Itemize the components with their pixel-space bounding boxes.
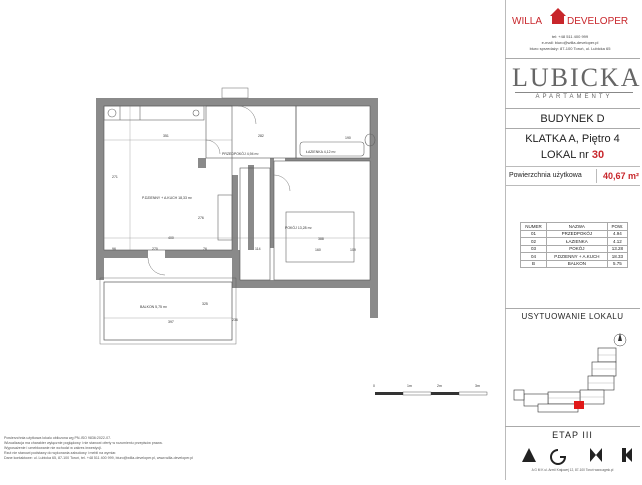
usable-area-value: 40,67 m²	[603, 171, 640, 181]
phase-label: ETAP III	[552, 430, 593, 440]
building-label: BUDYNEK D	[540, 113, 605, 125]
table-row	[521, 260, 628, 268]
unit-number-label: LOKAL nr	[540, 149, 589, 161]
dim-351: 351	[163, 134, 169, 138]
divider	[596, 169, 597, 183]
dim-400: 400	[168, 236, 174, 240]
scale-label-3m: 3m	[475, 384, 480, 388]
location-title: USYTUOWANIE LOKALU	[521, 312, 624, 321]
cell: 4.94	[607, 230, 627, 238]
cell: 13.28	[607, 245, 627, 253]
cell: 02	[521, 238, 547, 246]
unit-number-row	[505, 149, 640, 161]
scale-bar	[375, 392, 487, 395]
divider	[505, 128, 640, 129]
logo-text-willa: WILLA	[512, 16, 543, 27]
dim-325: 325	[202, 302, 208, 306]
north-arrow-icon	[614, 333, 626, 346]
footer-line: Wizualizacja ma charakter wyłącznie poglądowy i nie stanowi oferty w rozumieniu przepisów prawa.	[4, 441, 163, 445]
dim-96: 96	[112, 247, 116, 251]
cell: 18.33	[607, 253, 627, 261]
project-name: LUBICKA	[512, 63, 642, 92]
cell: 5.75	[607, 260, 627, 268]
willa-developer-logo	[510, 6, 629, 30]
divider	[505, 308, 640, 309]
dim-271: 271	[112, 175, 118, 179]
sofa	[218, 195, 232, 240]
cell: 01	[521, 230, 547, 238]
contact-line: tel: +48 511 400 999	[551, 34, 589, 39]
table-row	[521, 253, 628, 261]
dim-388: 388	[318, 237, 324, 241]
architect-address: A G M K ul. Armii Krajowej 12, 87-100 Toruń www.agmk.pl	[531, 468, 614, 472]
entrance-mat	[222, 88, 248, 98]
stair-floor-label: KLATKA A, Piętro 4	[525, 133, 620, 145]
label-przedpokoj: PRZEDPOKÓJ 4,94 m²	[222, 152, 259, 156]
table-header-row	[521, 223, 628, 231]
footer-line: Rzut nie stanowi podstawy do wykonania zabudowy i mebli na wymiar.	[4, 451, 117, 455]
unit-number: 30	[591, 149, 605, 161]
architect-logo	[520, 446, 635, 466]
cell: POKÓJ	[546, 245, 607, 253]
divider	[505, 426, 640, 427]
logo-text-developer: DEVELOPER	[567, 16, 629, 27]
dim-270: 270	[152, 247, 158, 251]
usable-area-label: Powierzchnia użytkowa	[509, 172, 582, 179]
divider	[505, 58, 640, 59]
dim-282: 282	[258, 134, 264, 138]
dim-236: 236	[232, 318, 238, 322]
dim-76: 76	[203, 247, 207, 251]
scale-label-2m: 2m	[437, 384, 442, 388]
footer-notes	[4, 436, 504, 461]
col-header: NUMER	[521, 223, 547, 231]
cell: 03	[521, 245, 547, 253]
project-subtitle: APARTAMENTY	[515, 92, 633, 100]
cell: BALKON	[546, 260, 607, 268]
table-row	[521, 238, 628, 246]
usable-area-row	[505, 166, 640, 186]
dim-190: 190	[345, 136, 351, 140]
dim-109: 109	[350, 248, 356, 252]
footer-line: Dane kontaktowe: ul. Lubicka 65, 87-100 Toruń, tel. +48 511 400 999, biuro@willa-developer.pl, www.willa-developer.pl	[4, 456, 194, 460]
cell: PRZEDPOKÓJ	[546, 230, 607, 238]
dim-276: 276	[198, 216, 204, 220]
developer-contact	[505, 34, 635, 52]
cell: 04	[521, 253, 547, 261]
contact-line: biuro sprzedaży: 87-100 Toruń, ul. Lubicka 65	[529, 46, 611, 51]
cell: ŁAZIENKA	[546, 238, 607, 246]
table-row	[521, 230, 628, 238]
unit-location-highlight	[574, 401, 584, 409]
divider	[505, 108, 640, 109]
cell: B	[521, 260, 547, 268]
scale-label-1m: 1m	[407, 384, 412, 388]
cell: 4.12	[607, 238, 627, 246]
footer-line: Wyposażenie i umeblowanie nie wchodzi w zakres inwestycji.	[4, 446, 102, 450]
contact-line: e-mail: biuro@willa-developer.pl	[541, 40, 599, 45]
table-row	[521, 245, 628, 253]
cell: P.DZIENNY + A.KUCH	[546, 253, 607, 261]
walls	[96, 98, 378, 318]
col-header: NAZWA	[546, 223, 607, 231]
balcony	[100, 278, 236, 344]
col-header: POW.	[607, 223, 627, 231]
dim-114: 114	[255, 247, 261, 251]
site-location-map	[508, 328, 638, 423]
label-dzienny: P.DZIENNY + A.KUCH 18,33 m²	[142, 196, 192, 200]
rooms-table	[520, 222, 628, 268]
doors	[148, 106, 290, 275]
label-lazienka: ŁAZIENKA 4,12 m²	[306, 150, 336, 154]
dim-160: 160	[315, 248, 321, 252]
dim-397: 397	[168, 320, 174, 324]
label-balkon: BALKON 5,75 m²	[140, 305, 168, 309]
kitchen-counter	[104, 106, 204, 120]
label-pokoj: POKÓJ 13,28 m²	[285, 226, 312, 230]
footer-line: Powierzchnia użytkowa lokalu obliczona wg PN-ISO 9836:2022-07.	[4, 436, 112, 440]
scale-label-0: 0	[373, 384, 375, 388]
